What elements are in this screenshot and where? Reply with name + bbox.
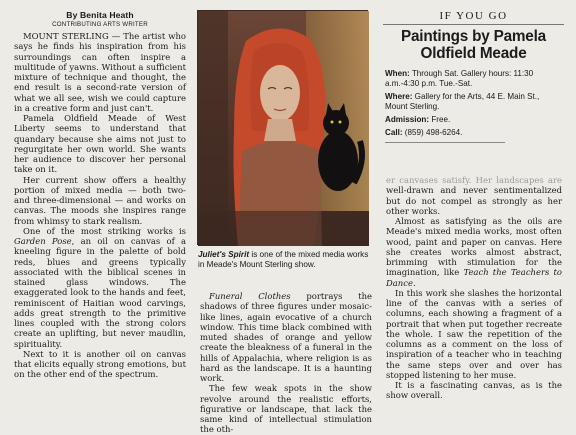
event-details	[383, 69, 564, 139]
caption-title: Juliet's Spirit	[198, 250, 250, 259]
paragraph-text: Pamela Oldfield Meade of West Liberty seems to understand that quandary because she aims not just to regurgitate her own world. She wants her audience to discover her personal take on it.	[14, 113, 186, 175]
paragraph-text: .	[412, 277, 416, 288]
event-admission	[385, 115, 564, 125]
paragraph-text: MOUNT STERLING — The artist who says he finds his inspiration from his surroundings can often inspire a multitude of yawns. Without a sufficient mixture of technique and thought, the end result is a second-rate version of what we all see, wish we could capture in a creative form and just can't.	[14, 31, 186, 113]
paragraph	[386, 380, 562, 401]
paragraph	[14, 349, 186, 380]
paragraph	[386, 216, 562, 288]
col3-first-text: well-drawn and never sentimentalized but do not compel as strongly as her other works.	[386, 185, 562, 216]
event-where	[385, 92, 564, 112]
paragraph	[200, 291, 372, 383]
article-column-1	[14, 10, 186, 380]
paragraph	[14, 31, 186, 113]
when-label: When:	[385, 68, 410, 78]
paragraph-text: Her current show offers a healthy portion of mixed media — both two- and three-dimensional — and works on canvas. The moods she inspires range from whimsy to stark realism.	[14, 174, 186, 226]
sidebar-title-line-2: Oldfield Meade	[420, 44, 527, 62]
col3-faded-text: er canvases satisfy. Her landscapes are	[386, 175, 562, 185]
paragraph-text: The few weak spots in the show revolve around the realistic efforts, figurative or landscape, that lack the same kind of intellectual stimulation the oth-	[200, 383, 372, 435]
call-label: Call:	[385, 128, 403, 138]
when-value: Through Sat. Gallery hours: 11:30 a.m.-4:30 p.m. Tue.-Sat.	[385, 68, 534, 88]
admission-label: Admission:	[385, 114, 430, 124]
event-when	[385, 69, 564, 89]
artwork-title: Teach the Teachers to Dance	[386, 267, 562, 288]
where-label: Where:	[385, 91, 413, 101]
paragraph	[14, 113, 186, 175]
sidebar-title	[383, 29, 564, 63]
paragraph-text: portrays the shadows of three figures under mosaic-like lines, again evocative of a church window. This time black combined with muted shades of orange and yellow create the bleakness of a funeral in the hills of Appalachia, where religion is as hard as the landscape. It is a haunting work.	[200, 291, 373, 383]
sidebar-title-line-1: Paintings by Pamela	[401, 28, 546, 45]
paragraph-text: It is a fascinating canvas, as is the show overall.	[386, 380, 562, 401]
if-you-go-sidebar	[383, 10, 564, 143]
byline: By Benita Heath	[66, 10, 134, 20]
paragraph-text: Almost as satisfying as the oils are Meade's mixed media works, most often wood, paint and paper on canvas. Here she creates works almost abstract, brimming with stimulation for the imagination, like	[386, 216, 562, 278]
article-body-col2	[200, 291, 372, 435]
paragraph	[386, 288, 562, 380]
paragraph-text: , an oil on canvas of a kneeling figure in the palette of bold reds, blues and greens typically associated with the biblical scenes in stained glass windows. The exaggerated look to the hands and feet, reminiscent of Haitian wood carvings, adds great strength to the primitive lines coupled with the strong colors create an uplifting, but never maudlin, spirituality.	[14, 236, 186, 349]
paragraph	[200, 383, 372, 434]
call-value: (859) 498-6264.	[402, 128, 463, 138]
paragraph-text: In this work she slashes the horizontal line of the canvas with a series of columns, each showing a fragment of a portrait that when put together recreate the whole. I saw the repetition of the columns as a comment on the loss of inspiration of a teacher who in teaching the same steps over and over has stopped listening to her muse.	[386, 287, 562, 380]
paragraph-text: Next to it is another oil on canvas that elicits equally strong emotions, but on the other end of the spectrum.	[14, 348, 186, 380]
paragraph	[14, 175, 186, 226]
article-column-3	[386, 175, 562, 401]
sidebar-divider	[385, 142, 505, 143]
artwork-title: Funeral Clothes	[209, 291, 291, 301]
admission-value: Free.	[429, 114, 451, 124]
article-body-col1	[14, 31, 186, 380]
painting-photo	[197, 10, 368, 245]
article-column-2	[200, 291, 372, 435]
artwork-title: Garden Pose	[14, 236, 72, 246]
event-call	[385, 128, 564, 138]
article-body-col3	[386, 175, 562, 401]
col3-paragraphs	[386, 216, 562, 401]
caption-text: is one of the mixed media works in Meade's Mount Sterling show.	[198, 250, 369, 270]
paragraph-text: One of the most striking works is	[23, 225, 186, 236]
col3-continuation	[386, 175, 562, 216]
sidebar-header: IF YOU GO	[383, 10, 564, 25]
where-value: Gallery for the Arts, 44 E. Main St., Mount Sterling.	[385, 91, 540, 111]
photo-caption	[198, 250, 370, 271]
paragraph	[14, 226, 186, 349]
byline-role: CONTRIBUTING ARTS WRITER	[52, 21, 148, 28]
